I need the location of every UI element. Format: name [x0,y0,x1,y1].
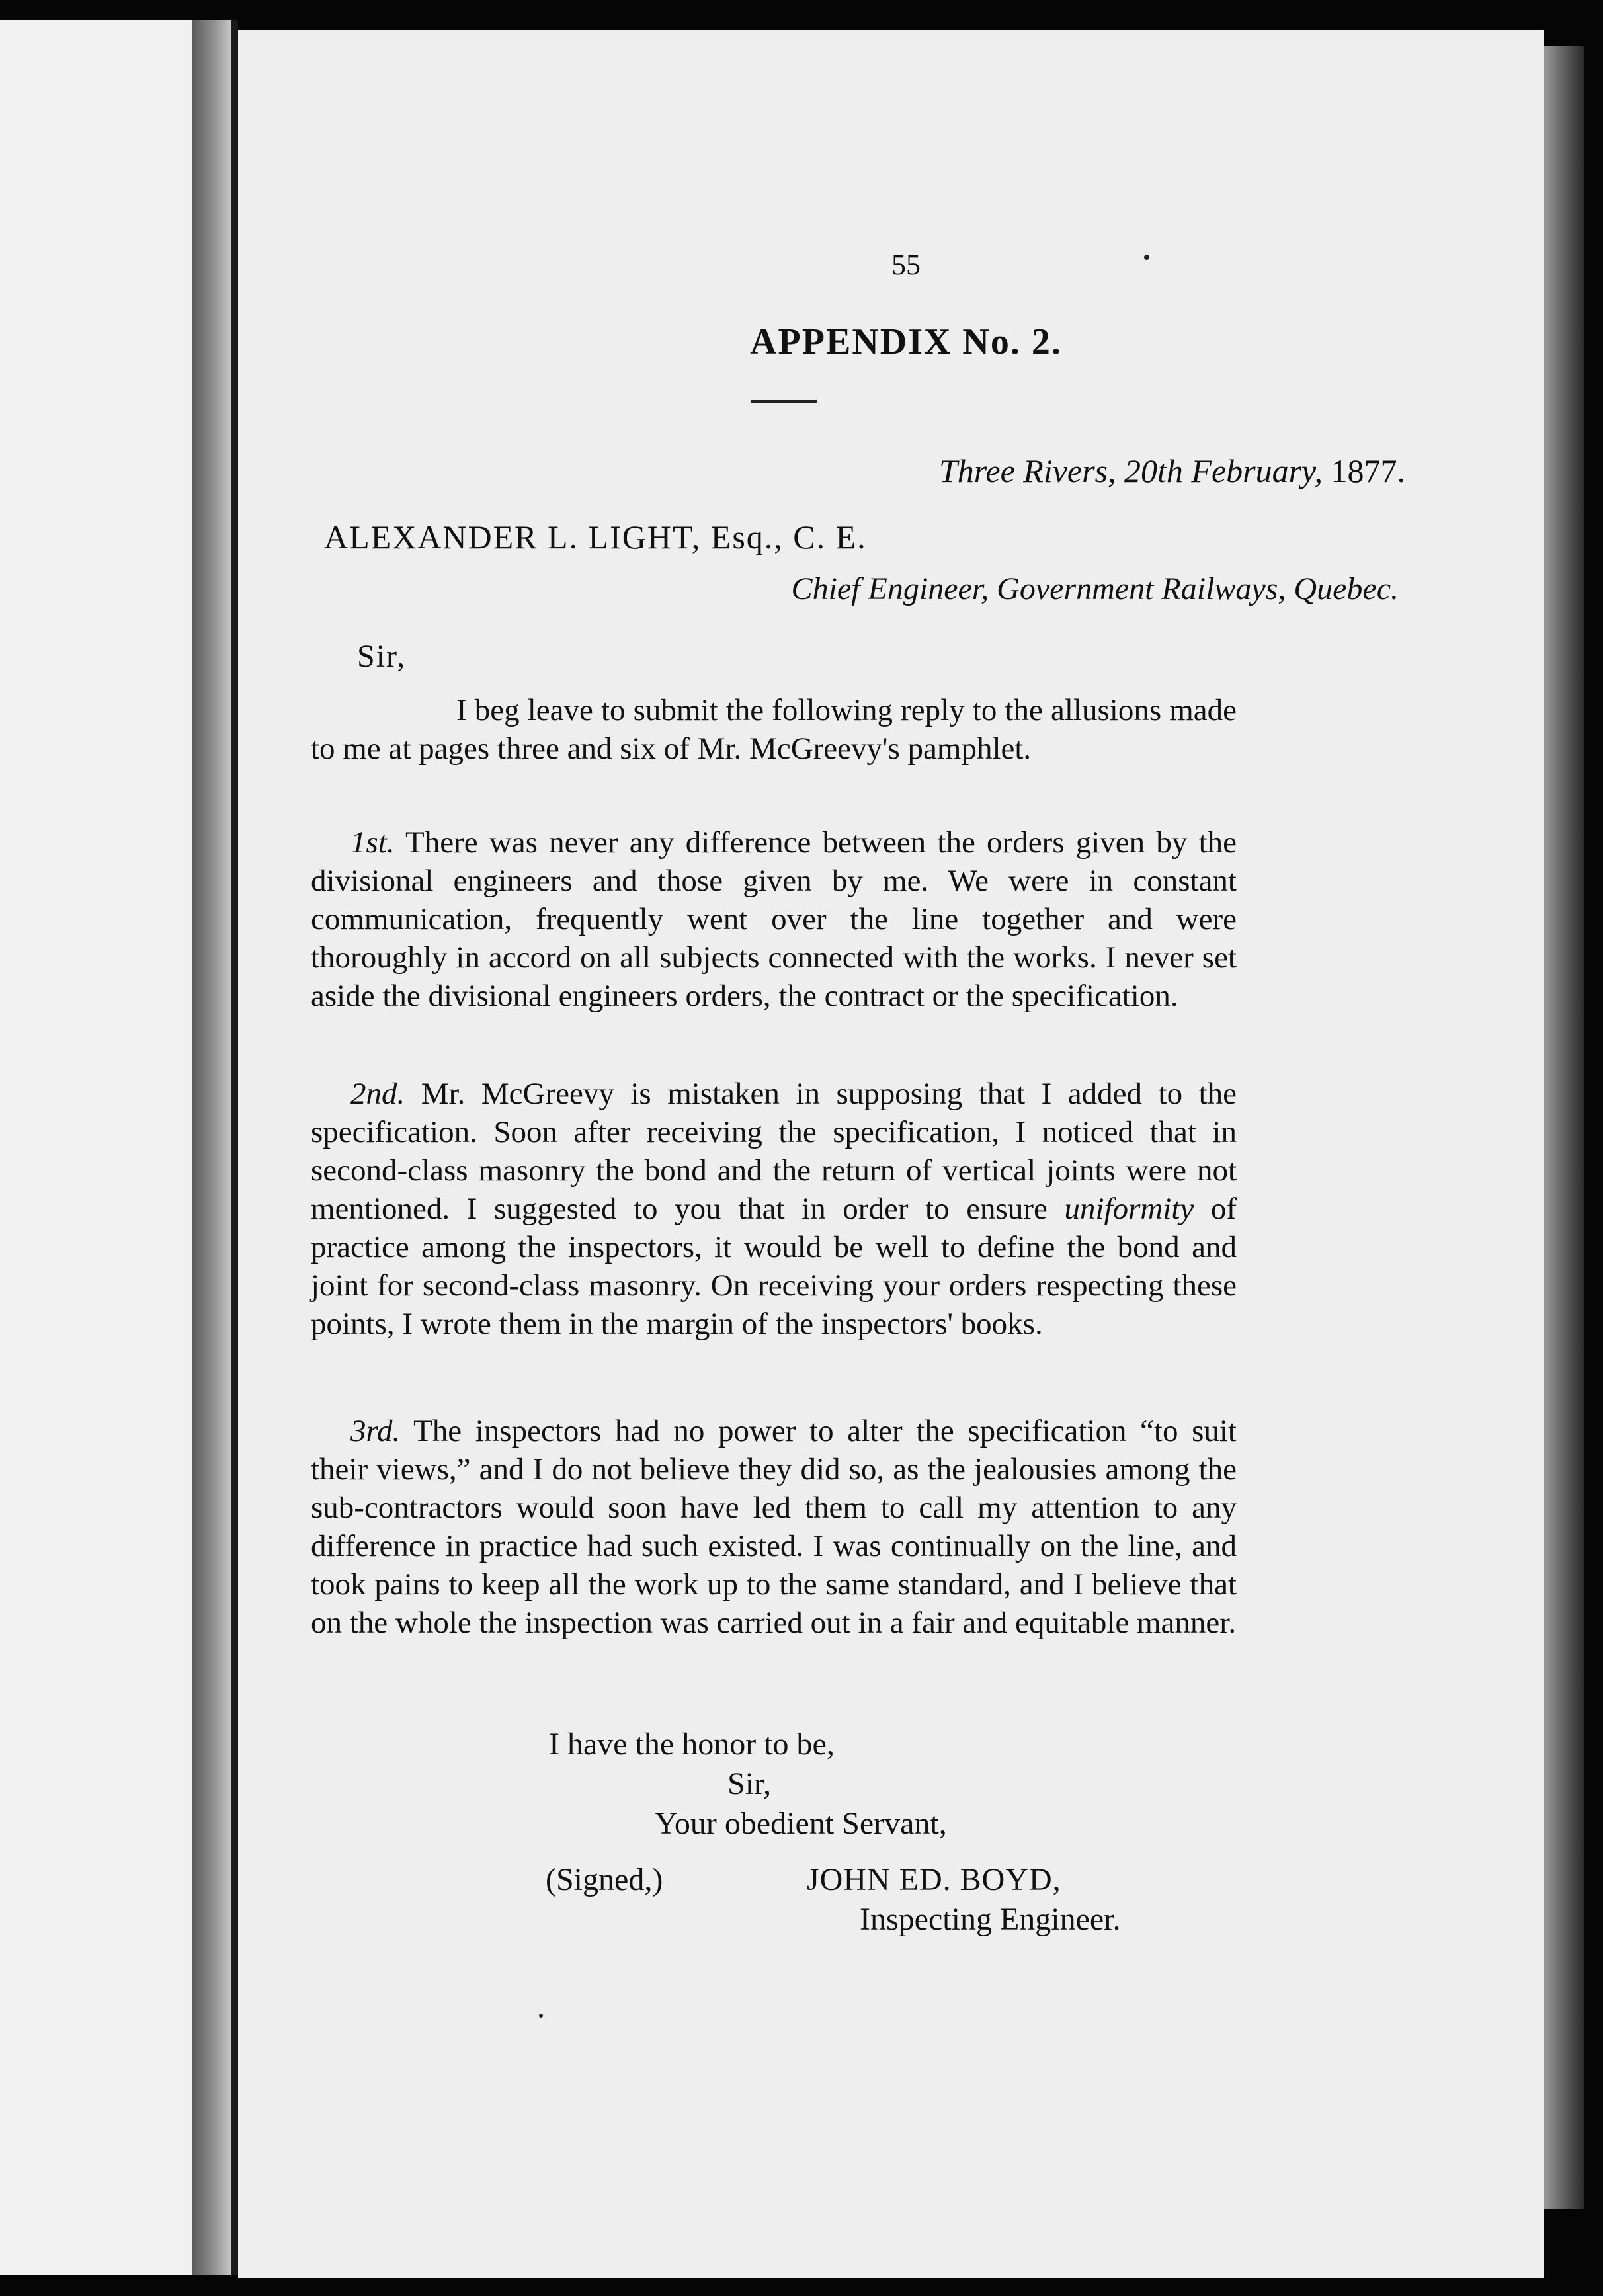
point-emphasis: uniformity [1064,1192,1194,1226]
point-lead: 3rd. [350,1414,401,1448]
appendix-heading: APPENDIX No. 2. [750,321,1062,362]
scan-speck [539,2014,543,2018]
point-text: of practice among the inspectors, it would be well to define the bond and joint for second-class masonry. On receiving your orders respecting these points, I wrote them in the margin of the inspectors' books. [311,1192,1237,1341]
point-text: The inspectors had no power to alter the specification “to suit their views,” and I do not believe they did so, as the jealousies among the sub-contractors would soon have led them to call my attention to any difference in practice had such existed. I was continually on the line, and took pains to keep all the work up to the same standard, and I believe that on the whole the inspection was carried out in a fair and equitable manner. [311,1414,1237,1640]
dateline-year: 1877. [1331,452,1405,489]
point-lead: 1st. [350,825,395,860]
point-lead: 2nd. [350,1077,405,1111]
signed-label: (Signed,) [546,1862,663,1897]
document-page [238,30,1544,2278]
dateline [939,452,1405,490]
addressee-title: Chief Engineer, Government Railways, Quebec. [791,571,1399,606]
left-facing-page [0,20,192,2275]
point-text: Mr. McGreevy is mistaken in supposing that I added to the specification. Soon after receiving the specification, I noticed that in second-class masonry the bond and the return of vertical joints were not mentioned. I suggested to you that in order to ensure [311,1077,1237,1226]
intro-paragraph: I beg leave to submit the following reply to the allusions made to me at pages three and six of Mr. McGreevy's pamphlet. [311,693,1237,766]
closing-line-3: Your obedient Servant, [655,1806,947,1841]
point-paragraph-3 [311,1412,1237,1642]
page-number: 55 [891,249,921,281]
point-paragraph-2 [311,1075,1237,1343]
signatory-title: Inspecting Engineer. [860,1902,1121,1937]
dateline-place: Three Rivers, 20th February, [938,452,1323,489]
salutation: Sir, [357,639,407,674]
heading-rule [751,400,817,403]
point-paragraph-1 [311,823,1237,1015]
book-spine-shadow [192,20,231,2275]
closing-line-2: Sir, [727,1766,772,1801]
scan-speck [1144,255,1149,260]
point-text: There was never any difference between the orders given by the divisional engineers and those given by me. We were in constant communication, frequently went over the line together and were thoroughly in accord on all subjects connected with the works. I never set aside the divisional engineers orders, the contract or the specification. [311,825,1237,1013]
closing-line-1: I have the honor to be, [549,1727,835,1762]
book-gutter [231,20,238,2275]
page-edge-shadow [1544,46,1584,2209]
addressee: ALEXANDER L. LIGHT, Esq., C. E. [324,518,867,555]
signatory-name: JOHN ED. BOYD, [807,1862,1061,1897]
